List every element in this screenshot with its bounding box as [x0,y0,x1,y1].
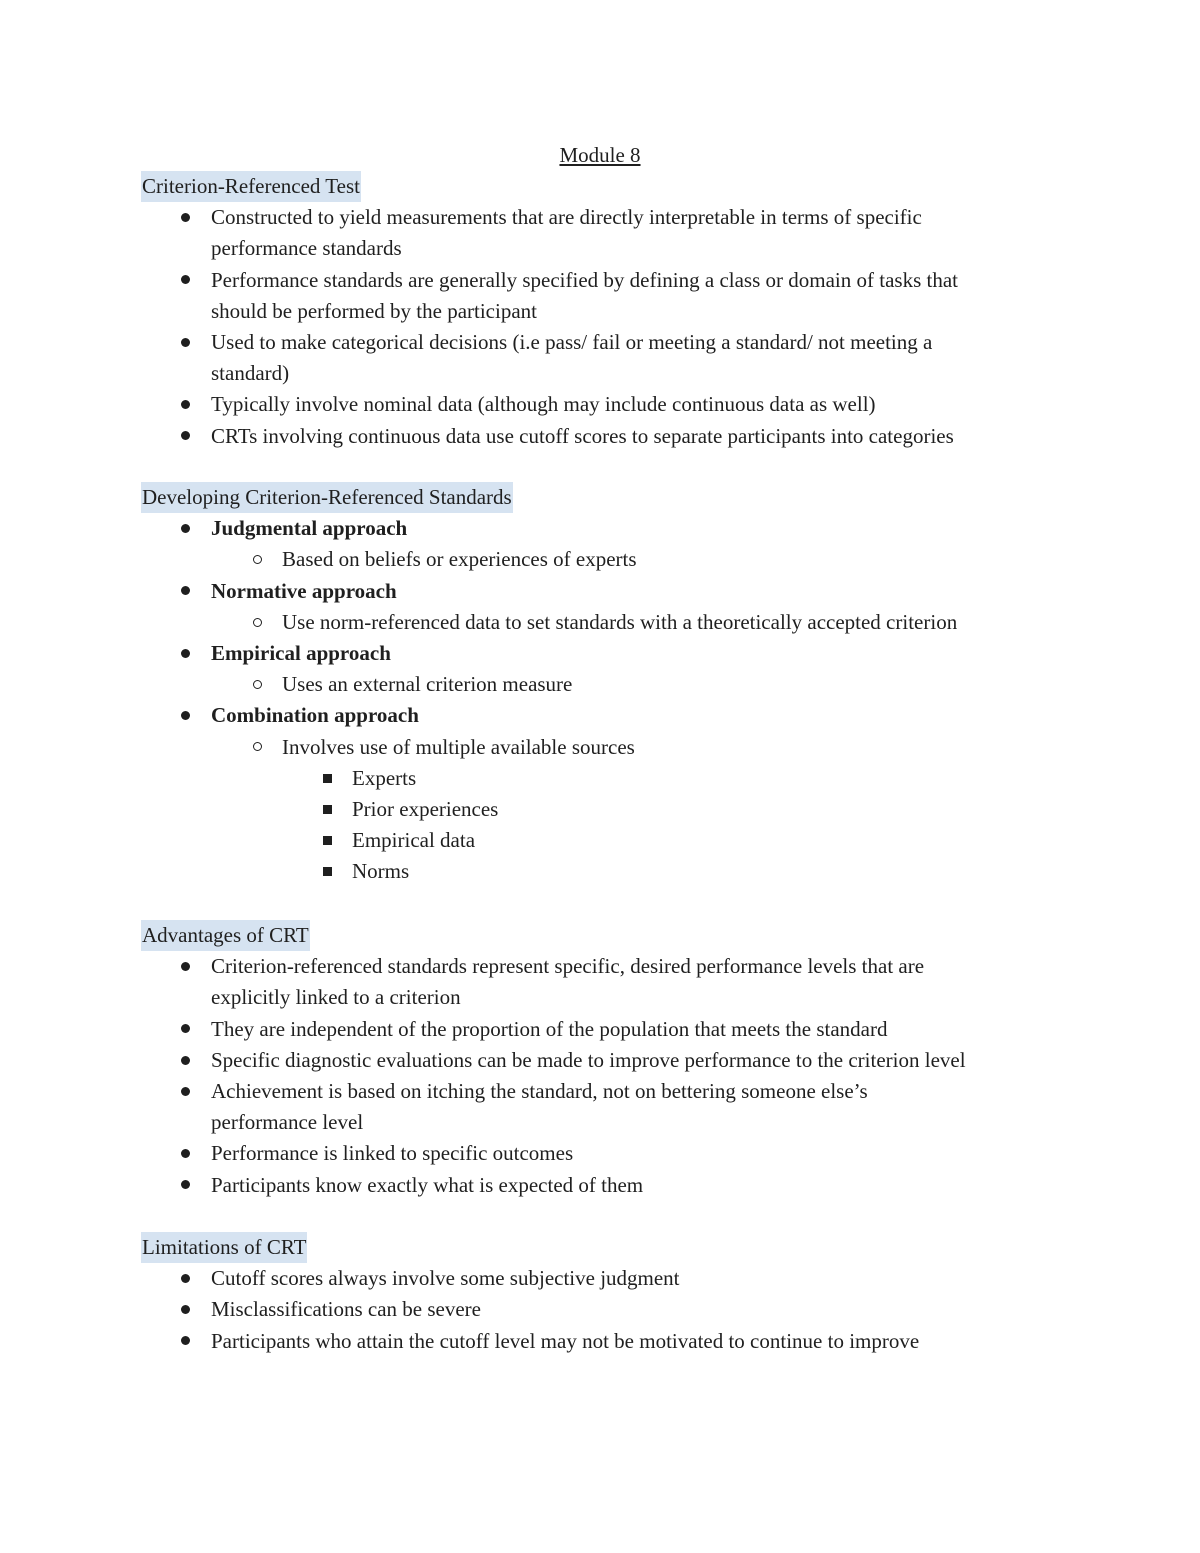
list-item: Performance is linked to specific outcomes [141,1138,1081,1169]
square-bullet-icon [317,763,337,794]
list-item: They are independent of the proportion of the population that meets the standard [141,1014,1081,1045]
list-item: Participants who attain the cutoff level may not be motivated to continue to improve [141,1326,1081,1357]
bullet-icon [175,1076,195,1107]
bullet-icon [175,951,195,982]
list-item: Constructed to yield measurements that are directly interpretable in terms of specific performance standards [141,202,1081,264]
square-bullet-icon [317,825,337,856]
bullet-icon [175,1045,195,1076]
list-item: Achievement is based on itching the standard, not on bettering someone else’s performance level [141,1076,1081,1138]
bullet-icon [175,202,195,233]
list-item: CRTs involving continuous data use cutoff scores to separate participants into categories [141,421,1081,452]
page-title: Module 8 [559,143,641,167]
bullet-icon [175,513,195,544]
list-item: Criterion-referenced standards represent specific, desired performance levels that are explicitly linked to a criterion [141,951,1081,1013]
section-developing-standards [141,482,1081,888]
list-item: Empirical approach [141,638,1081,669]
bullet-list [141,202,1081,452]
list-item: Combination approach [141,700,1081,731]
bullet-icon [175,576,195,607]
bullet-list [141,1263,1081,1357]
section-heading: Limitations of CRT [141,1232,307,1263]
bullet-icon [175,389,195,420]
section-heading: Criterion-Referenced Test [141,171,361,202]
list-item: Use norm-referenced data to set standards with a theoretically accepted criterion [141,607,1081,638]
circle-bullet-icon [247,544,267,575]
bullet-icon [175,1170,195,1201]
list-item: Prior experiences [141,794,1081,825]
section-heading: Developing Criterion-Referenced Standards [141,482,513,513]
section-advantages [141,920,1081,1201]
bullet-icon [175,327,195,358]
list-item: Judgmental approach [141,513,1081,544]
section-heading: Advantages of CRT [141,920,310,951]
list-item: Based on beliefs or experiences of experts [141,544,1081,575]
circle-bullet-icon [247,669,267,700]
list-item: Normative approach [141,576,1081,607]
section-limitations [141,1232,1081,1357]
list-item: Empirical data [141,825,1081,856]
bullet-icon [175,421,195,452]
list-item: Experts [141,763,1081,794]
list-item: Cutoff scores always involve some subjective judgment [141,1263,1081,1294]
list-item: Participants know exactly what is expected of them [141,1170,1081,1201]
list-item: Misclassifications can be severe [141,1294,1081,1325]
list-item: Performance standards are generally specified by defining a class or domain of tasks that should be performed by the participant [141,265,1081,327]
bullet-icon [175,1294,195,1325]
bullet-icon [175,700,195,731]
list-item: Involves use of multiple available sources [141,732,1081,763]
list-item: Uses an external criterion measure [141,669,1081,700]
list-item: Used to make categorical decisions (i.e pass/ fail or meeting a standard/ not meeting a standard) [141,327,1081,389]
square-bullet-icon [317,794,337,825]
bullet-icon [175,638,195,669]
bullet-icon [175,265,195,296]
circle-bullet-icon [247,732,267,763]
section-criterion-referenced-test [141,171,1081,452]
circle-bullet-icon [247,607,267,638]
bullet-list [141,513,1081,887]
bullet-icon [175,1326,195,1357]
bullet-list [141,951,1081,1201]
list-item: Specific diagnostic evaluations can be made to improve performance to the criterion level [141,1045,1081,1076]
square-bullet-icon [317,856,337,887]
bullet-icon [175,1263,195,1294]
list-item: Norms [141,856,1081,887]
list-item: Typically involve nominal data (although may include continuous data as well) [141,389,1081,420]
bullet-icon [175,1014,195,1045]
bullet-icon [175,1138,195,1169]
